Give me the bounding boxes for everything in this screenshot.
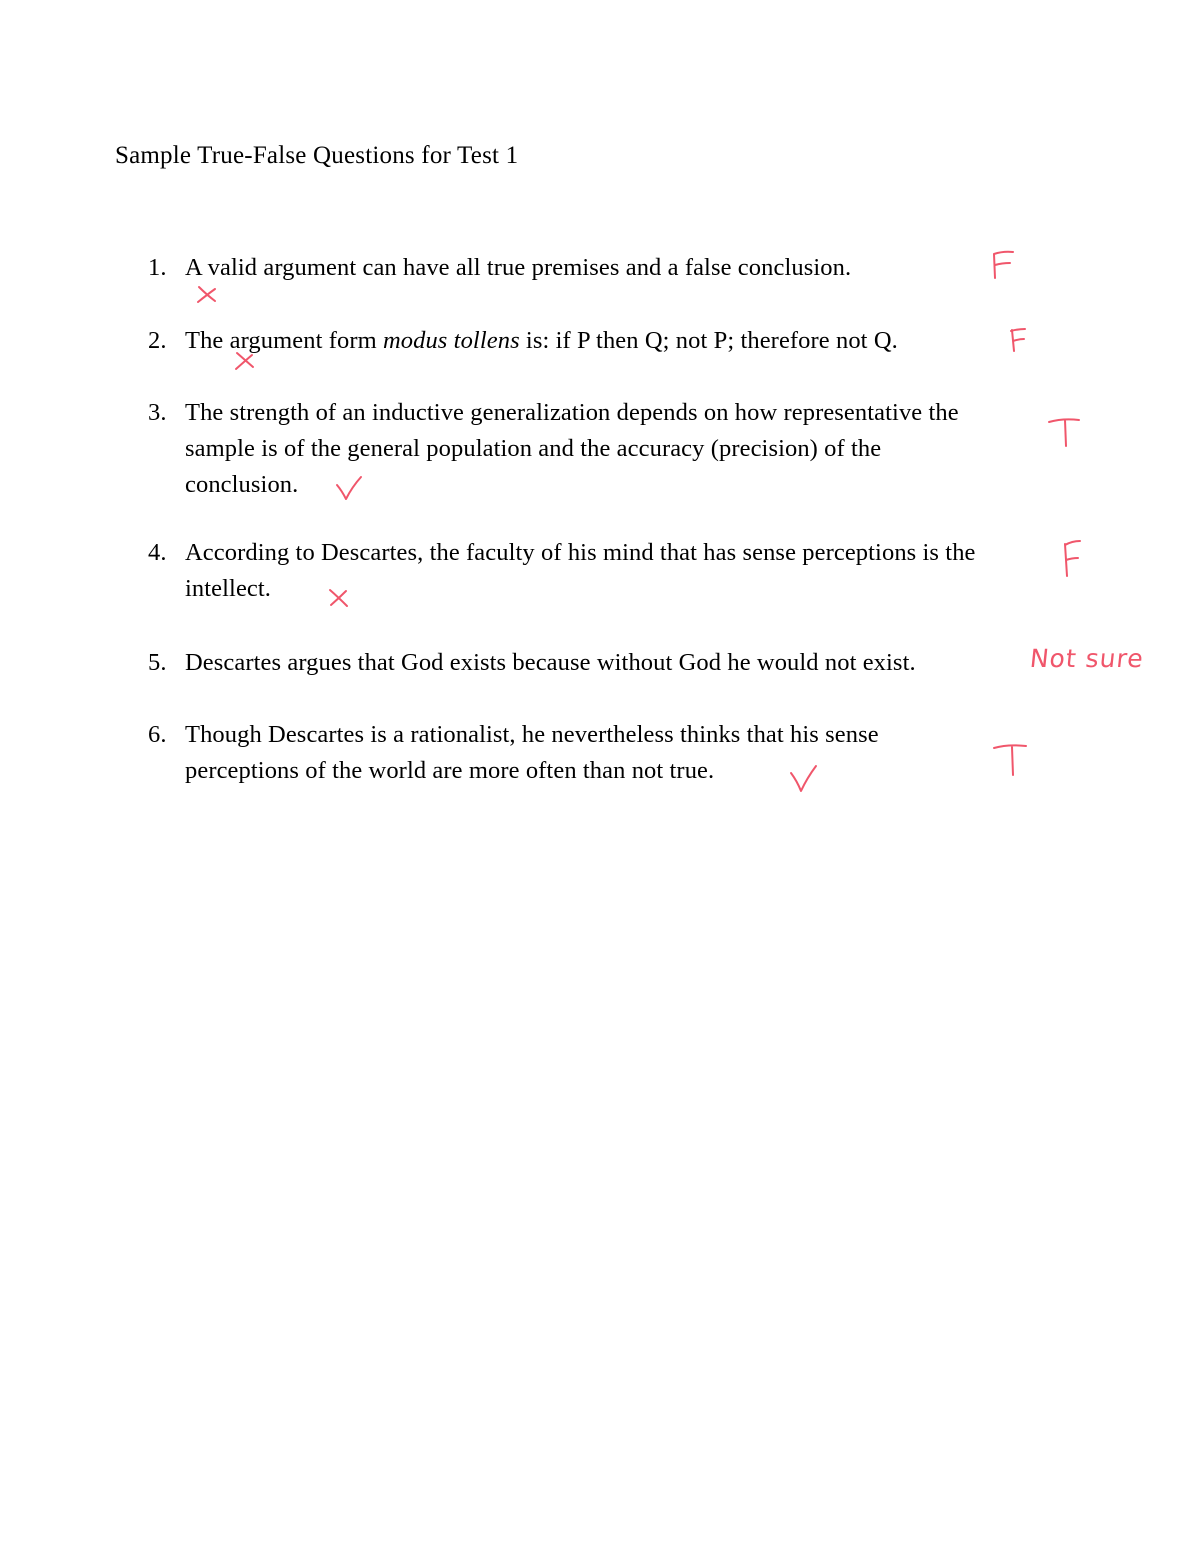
question-2	[148, 323, 1048, 359]
x-mark-1	[193, 283, 223, 307]
answer-f-glyph	[985, 248, 1025, 284]
question-text: According to Descartes, the faculty of his mind that has sense perceptions is the intellect.	[185, 539, 976, 602]
answer-f-glyph	[1003, 325, 1043, 361]
question-6	[148, 717, 948, 789]
handwritten-answer-5: Not sure	[1028, 644, 1146, 673]
x-mark-2	[231, 350, 261, 374]
answer-t-glyph	[990, 741, 1030, 779]
question-1	[148, 250, 1048, 286]
answer-f-glyph	[1053, 538, 1093, 580]
question-number: 3.	[148, 399, 167, 426]
answer-t-glyph	[1045, 414, 1085, 450]
x-mark-4	[325, 586, 355, 610]
question-number: 2.	[148, 327, 167, 354]
question-number: 4.	[148, 539, 167, 566]
question-number: 5.	[148, 649, 167, 676]
handwritten-answer-3	[1045, 414, 1085, 450]
question-text: The strength of an inductive generalization depends on how representative the sample is of the general population and the accuracy (precision) of the conclusion.	[185, 399, 959, 498]
check-mark-3	[333, 473, 367, 503]
handwritten-answer-6	[990, 741, 1030, 779]
question-4	[148, 535, 1028, 607]
document-title: Sample True-False Questions for Test 1	[115, 142, 519, 169]
question-3	[148, 395, 988, 503]
question-text: Though Descartes is a rationalist, he nevertheless thinks that his sense perceptions of the world are more often than not true.	[185, 721, 879, 784]
handwritten-answer-4	[1053, 538, 1093, 580]
question-text: A valid argument can have all true premises and a false conclusion.	[185, 254, 852, 281]
question-number: 6.	[148, 721, 167, 748]
check-mark-icon	[787, 763, 821, 795]
handwritten-answer-1	[985, 248, 1025, 284]
x-mark-icon	[193, 283, 223, 307]
question-text: The argument form modus tollens is: if P then Q; not P; therefore not Q.	[185, 327, 898, 354]
question-text: Descartes argues that God exists because without God he would not exist.	[185, 649, 916, 676]
handwritten-answer-2	[1003, 325, 1043, 361]
question-number: 1.	[148, 254, 167, 281]
check-mark-6	[787, 763, 821, 795]
x-mark-icon	[231, 350, 261, 374]
check-mark-icon	[333, 473, 367, 503]
x-mark-icon	[325, 586, 355, 610]
question-5	[148, 645, 1048, 681]
